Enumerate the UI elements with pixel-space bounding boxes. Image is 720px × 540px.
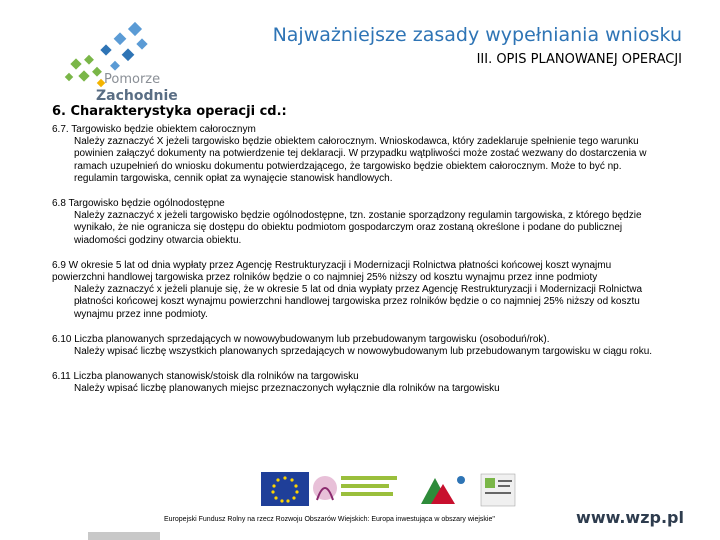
eu-flag-logo	[261, 472, 309, 506]
prow-logo	[421, 474, 515, 506]
item-6-7	[52, 124, 662, 185]
page-title: Najważniejsze zasady wypełniania wniosku	[272, 24, 682, 46]
item-6-11	[52, 371, 662, 395]
item-6-8	[52, 198, 662, 247]
item-heading: 6.7. Targowisko będzie obiektem całorocznym	[52, 124, 256, 135]
item-description: Należy zaznaczyć X jeżeli targowisko będzie obiektem całorocznym. Wnioskodawca, który zadeklaruje spełnienie tego warunku powinien załączyć dokumenty na potwierdzenie tej deklaracji. W przypadku wątpliwości może zostać wezwany do dostarczenia w ramach uzupełnień do wniosku dokumentu potwierdzającego, że targowisko będzie obiektem całorocznym. Może to być np. regulamin targowiska, cennik opłat za wynajęcie stanowisk handlowych.	[74, 136, 647, 184]
item-heading: 6.8 Targowisko będzie ogólnodostępne	[52, 198, 225, 210]
page-subtitle: III. OPIS PLANOWANEJ OPERACJI	[476, 52, 682, 67]
logo-text-pomorze: Pomorze	[104, 72, 161, 87]
bottom-bar	[88, 532, 160, 540]
item-description: Należy zaznaczyć x jeżeli planuje się, że w okresie 5 lat od dnia wypłaty przez Agencję Restrukturyzacji i Modernizacji Rolnictwa płatności końcowej koszt wynajmu powierzchni handlowej targowiska przez rolników będzie o co najmniej 25% niższy od kosztu wynajmu przez inne podmioty.	[74, 284, 643, 320]
leader-logo	[313, 476, 397, 500]
footer-text: Europejski Fundusz Rolny na rzecz Rozwoju Obszarów Wiejskich: Europa inwestująca w obszary wiejskie"	[164, 516, 495, 523]
item-description: Należy wpisać liczbę wszystkich planowanych sprzedających w nowowybudowanym lub przebudowanym targowisku w ciągu roku.	[74, 346, 653, 358]
item-heading: 6.11 Liczba planowanych stanowisk/stoisk dla rolników na targowisku	[52, 371, 359, 383]
website-link[interactable]: www.wzp.pl	[576, 508, 684, 527]
item-description: Należy zaznaczyć x jeżeli targowisko będzie ogólnodostępne, tzn. zostanie sporządzony regulamin targowiska, z którego będzie wynikało, że nie ogranicza się dostępu do obiektu podmiotom gospodarczym oraz zostaną określone i podane do publicznej wiadomości godziny otwarcia obiektu.	[74, 210, 642, 246]
item-6-10	[52, 334, 662, 358]
item-heading: 6.9 W okresie 5 lat od dnia wypłaty przez Agencję Restrukturyzacji i Modernizacji Rolnictwa płatności końcowej koszt wynajmu powierzchni handlowej targowiska przez rolników będzie o co najmniej 25% niższy od kosztu wynajmu przez inne podmioty	[52, 259, 612, 284]
item-6-9	[52, 260, 662, 321]
item-description: Należy wpisać liczbę planowanych miejsc przeznaczonych wyłącznie dla rolników na targowisku	[74, 383, 500, 395]
content	[52, 124, 662, 409]
section-title: 6. Charakterystyka operacji cd.:	[52, 104, 287, 119]
logo-text-zachodnie: Zachodnie	[96, 88, 178, 104]
item-heading: 6.10 Liczba planowanych sprzedających w nowowybudowanym lub przebudowanym targowisku (osoboduń/rok).	[52, 333, 550, 345]
